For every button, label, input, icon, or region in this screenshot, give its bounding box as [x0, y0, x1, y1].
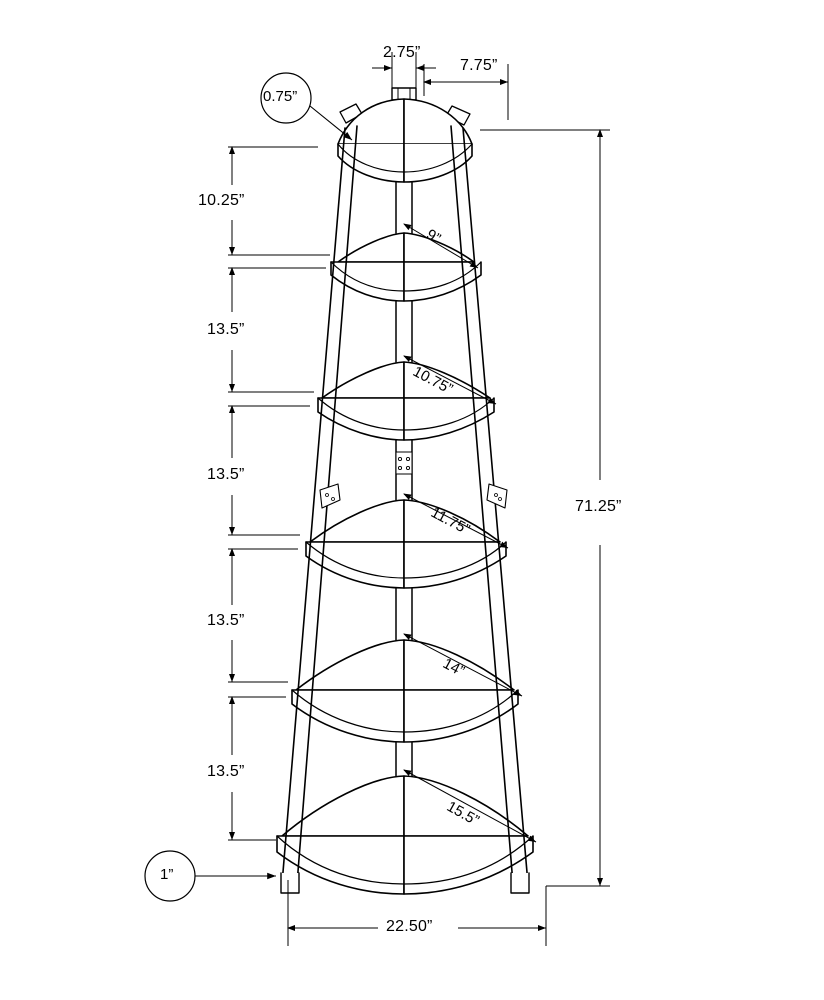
dim-label-22-50: 22.50”: [386, 918, 433, 935]
dim-label-shelf-11-75: 11.75”: [428, 504, 473, 539]
dim-label-13-5-a: 13.5”: [207, 321, 245, 338]
dim-label-13-5-b: 13.5”: [207, 466, 245, 483]
dim-label-10-25: 10.25”: [198, 192, 245, 209]
callout-label-0-75: 0.75”: [263, 88, 298, 105]
dim-label-shelf-9: 9”: [423, 226, 444, 248]
dim-label-7-75: 7.75”: [460, 57, 498, 74]
dim-label-13-5-c: 13.5”: [207, 612, 245, 629]
dim-label-13-5-d: 13.5”: [207, 763, 245, 780]
dim-label-shelf-14: 14”: [440, 655, 468, 681]
dim-label-shelf-15-5: 15.5”: [443, 798, 482, 830]
callout-label-1: 1”: [160, 866, 174, 883]
dim-label-71-25: 71.25”: [575, 498, 622, 515]
dim-label-2-75: 2.75”: [383, 44, 421, 61]
bookcase-outline: [277, 88, 533, 894]
dim-label-shelf-10-75: 10.75”: [410, 363, 456, 398]
